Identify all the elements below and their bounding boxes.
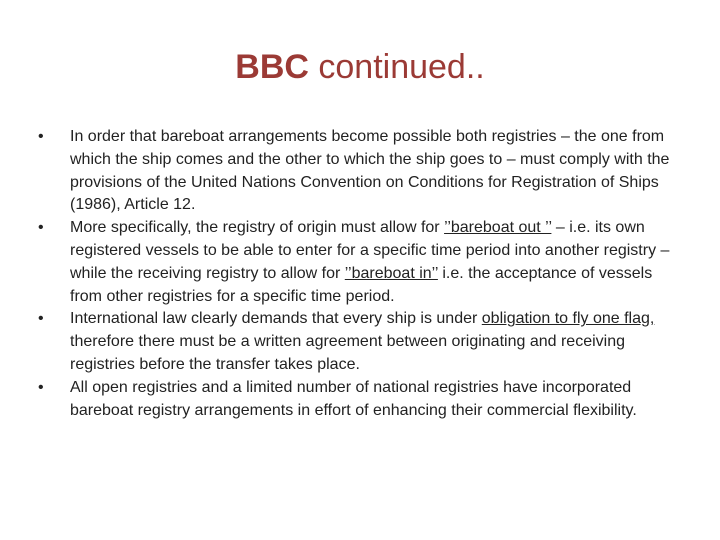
bullet-item-4 (38, 377, 680, 423)
bullet-text: – i.e. its own registered vessels to be able to enter for a specific time period into another registry – while the receiving registry to allow for (70, 219, 670, 282)
underlined-term-bareboat-out: ’’bareboat out ’’ (444, 219, 552, 237)
bullet-item-3 (38, 308, 680, 376)
bullet-text: All open registries and a limited number of national registries have incorporated bareboat registry arrangements in effort of enhancing their commercial flexibility. (70, 378, 637, 419)
bullet-text: i.e. the acceptance of vessels from other registries for a specific time period. (70, 264, 653, 305)
bullet-text: In order that bareboat arrangements become possible both registries – the one from which the ship comes and the other to which the ship goes to – must comply with the provisions of the United Nations Convention on Conditions for Registration of Ships (1986), Article 12. (70, 128, 670, 214)
underlined-term-obligation: obligation to fly one flag, (481, 310, 655, 328)
underlined-term-bareboat-in: ’’bareboat in’’ (344, 264, 438, 282)
bullet-item-2 (38, 217, 680, 308)
bullet-text: More specifically, the registry of origin must allow for (70, 219, 445, 237)
bullet-list (38, 126, 680, 422)
bullet-marker: • (38, 128, 44, 145)
bullet-text: International law clearly demands that every ship is under (70, 310, 482, 328)
bullet-text: therefore there must be a written agreement between originating and receiving registries before the transfer takes place. (70, 333, 625, 373)
title-rest-part: continued.. (308, 48, 485, 86)
bullet-item-1 (38, 126, 680, 217)
slide-title (0, 45, 720, 89)
title-bold-part: BBC (235, 48, 309, 86)
bullet-marker: • (38, 378, 44, 396)
bullet-marker: • (38, 310, 44, 328)
bullet-marker: • (38, 219, 44, 237)
